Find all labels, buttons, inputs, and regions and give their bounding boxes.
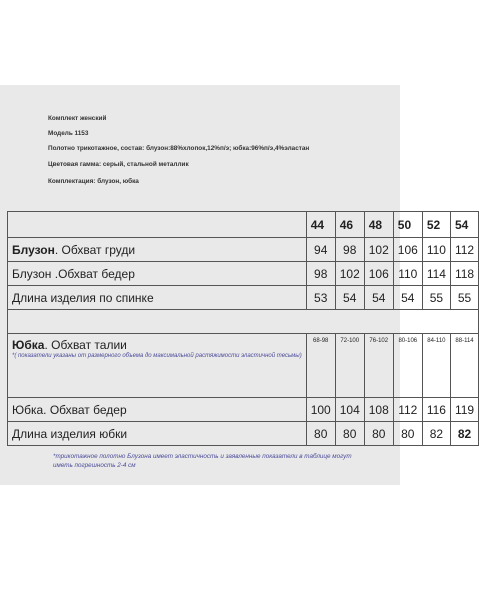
- value-cell: 54: [393, 286, 422, 310]
- value-cell: 108: [364, 398, 393, 422]
- value-cell: 80: [306, 422, 335, 446]
- value-cell: 98: [335, 238, 364, 262]
- value-cell: 98: [306, 262, 335, 286]
- value-cell: 110: [393, 262, 422, 286]
- size-cell: 54: [450, 212, 478, 238]
- value-cell: 102: [335, 262, 364, 286]
- blouse-length-row: [8, 286, 479, 310]
- value-cell: 80: [393, 422, 422, 446]
- value-cell: 88-114: [450, 334, 478, 398]
- size-cell: 46: [335, 212, 364, 238]
- header-set: Комплектация: блузон, юбка: [48, 178, 139, 185]
- row-label: Юбка. Обхват талии *( показатели указаны от размерного объема до максимальной растяжимости эластичной тесьмы): [8, 334, 307, 398]
- value-cell: 110: [422, 238, 450, 262]
- row-label: Юбка. Обхват бедер: [8, 398, 307, 422]
- value-cell: 55: [422, 286, 450, 310]
- value-cell: 54: [335, 286, 364, 310]
- value-cell: 104: [335, 398, 364, 422]
- value-cell: 84-110: [422, 334, 450, 398]
- value-cell: 80: [364, 422, 393, 446]
- blouse-chest-row: [8, 238, 479, 262]
- value-cell: 100: [306, 398, 335, 422]
- size-table: [7, 211, 479, 446]
- value-cell: 76-102: [364, 334, 393, 398]
- size-cell: 48: [364, 212, 393, 238]
- value-cell: 114: [422, 262, 450, 286]
- footnote: *трикотажное полотно Блузона имеет эластичность и заявленные показатели в таблице могут иметь погрешность 2-4 см: [53, 453, 352, 469]
- value-cell: 102: [364, 238, 393, 262]
- value-cell: 116: [422, 398, 450, 422]
- size-cell: 44: [306, 212, 335, 238]
- header-title: Комплект женский: [48, 115, 107, 122]
- value-cell: 68-98: [306, 334, 335, 398]
- value-cell: 94: [306, 238, 335, 262]
- header-fabric: Полотно трикотажное, состав: блузон:88%хлопок,12%п/э; юбка:96%п/э,4%эластан: [48, 145, 310, 152]
- spacer-row: [8, 310, 479, 334]
- value-cell: 106: [393, 238, 422, 262]
- blouse-hips-row: [8, 262, 479, 286]
- value-cell: 72-100: [335, 334, 364, 398]
- size-cell: 50: [393, 212, 422, 238]
- value-cell: 55: [450, 286, 478, 310]
- corner-cell: [8, 212, 307, 238]
- header-model: Модель 1153: [48, 130, 89, 137]
- value-cell: 106: [364, 262, 393, 286]
- spacer-cell: [8, 310, 479, 334]
- value-cell: 54: [364, 286, 393, 310]
- value-cell: 80-106: [393, 334, 422, 398]
- value-cell: 82: [422, 422, 450, 446]
- row-label: Длина изделия по спинке: [8, 286, 307, 310]
- header-colors: Цветовая гамма: серый, стальной металлик: [48, 161, 189, 168]
- value-cell: 112: [393, 398, 422, 422]
- value-cell: 80: [335, 422, 364, 446]
- value-cell: 53: [306, 286, 335, 310]
- value-cell: 112: [450, 238, 478, 262]
- waist-note: *( показатели указаны от размерного объема до максимальной растяжимости эластичной тесьмы): [12, 353, 302, 359]
- row-label: Блузон .Обхват бедер: [8, 262, 307, 286]
- value-cell: 119: [450, 398, 478, 422]
- row-label: Блузон. Обхват груди: [8, 238, 307, 262]
- value-cell: 82: [450, 422, 478, 446]
- skirt-length-row: [8, 422, 479, 446]
- row-label: Длина изделия юбки: [8, 422, 307, 446]
- size-header-row: [8, 212, 479, 238]
- skirt-hips-row: [8, 398, 479, 422]
- skirt-waist-row: [8, 334, 479, 398]
- value-cell: 118: [450, 262, 478, 286]
- size-cell: 52: [422, 212, 450, 238]
